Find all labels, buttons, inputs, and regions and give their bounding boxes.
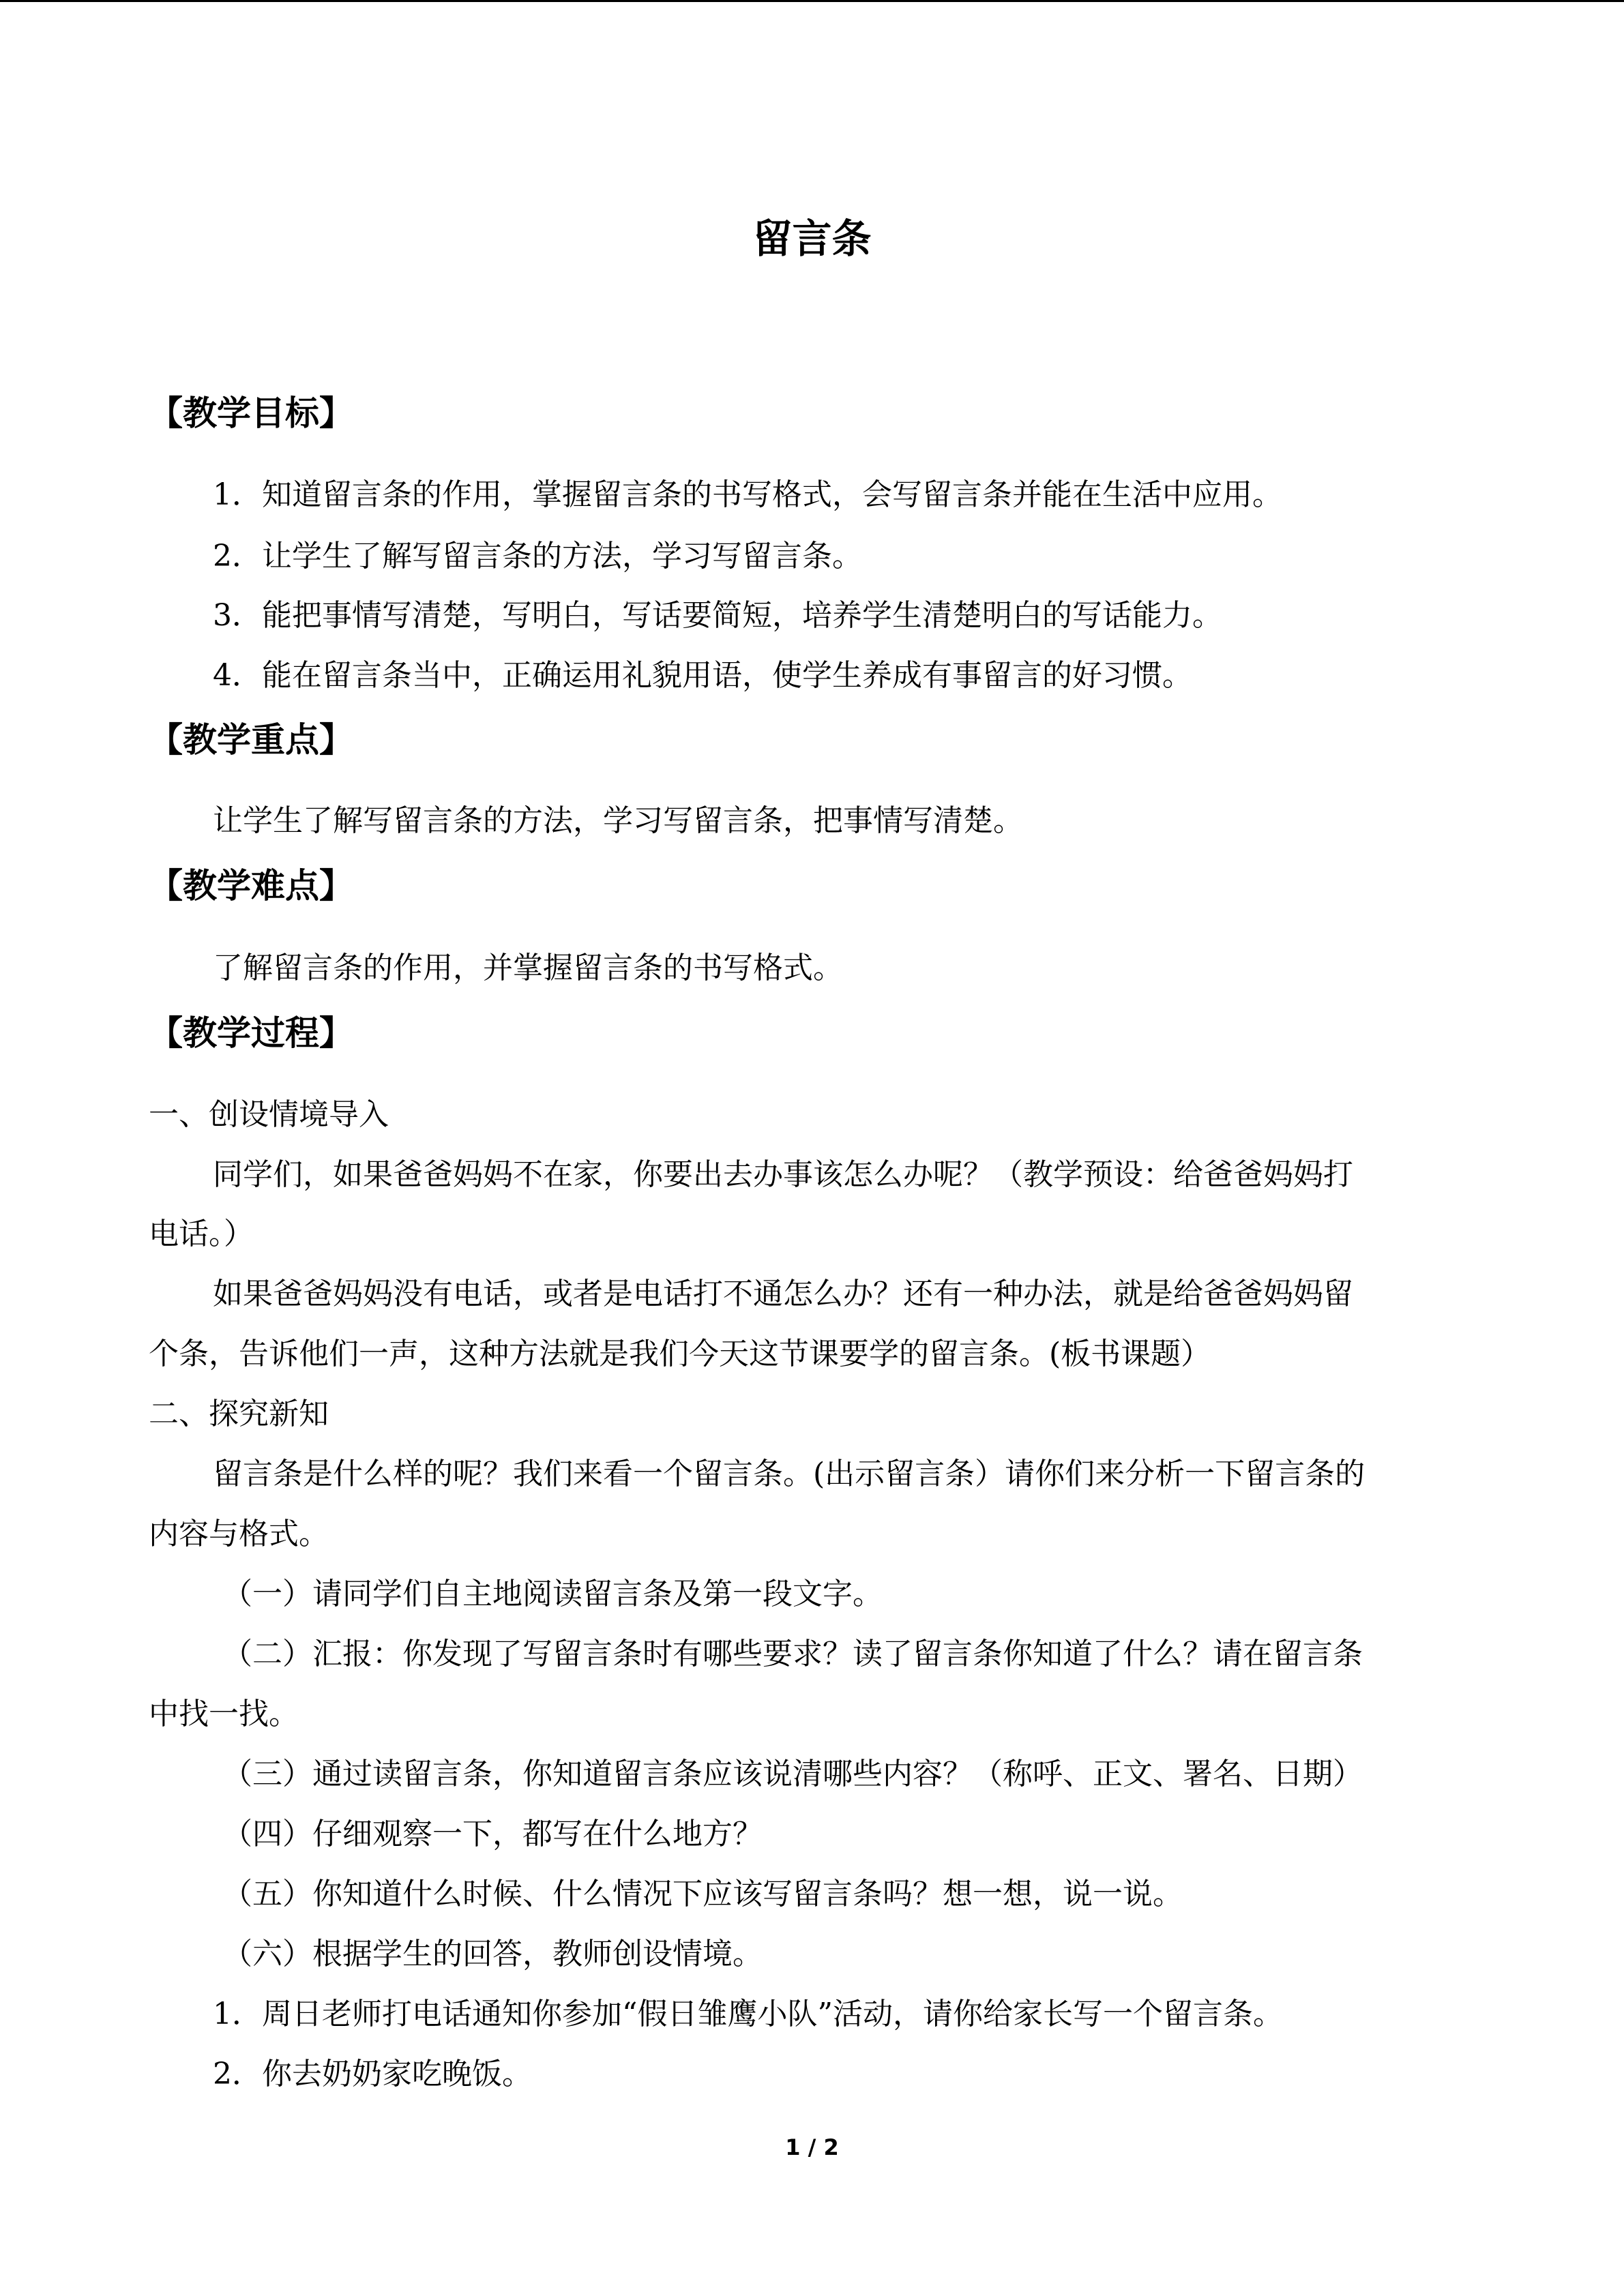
- process-part2-title: 二、探究新知: [149, 1397, 329, 1431]
- paragraph-line: 如果爸爸妈妈没有电话，或者是电话打不通怎么办？还有一种办法，就是给爸爸妈妈留: [213, 1277, 1353, 1311]
- paragraph-line: 电话。）: [149, 1217, 254, 1251]
- heading-process: 【教学过程】: [149, 1013, 353, 1053]
- objective-item: 1．知道留言条的作用，掌握留言条的书写格式，会写留言条并能在生活中应用。: [213, 477, 1282, 512]
- paragraph-line: 中找一找。: [149, 1697, 299, 1731]
- objective-item: 3．能把事情写清楚，写明白，写话要简短，培养学生清楚明白的写话能力。: [213, 598, 1222, 633]
- paragraph-line: 同学们，如果爸爸妈妈不在家，你要出去办事该怎么办呢？（教学预设：给爸爸妈妈打: [213, 1157, 1353, 1192]
- step-item: （六）根据学生的回答，教师创设情境。: [222, 1937, 763, 1971]
- process-part1-title: 一、创设情境导入: [149, 1097, 389, 1132]
- page-number: 1 / 2: [785, 2134, 839, 2160]
- heading-difficulties: 【教学难点】: [149, 866, 353, 906]
- paragraph-line: 内容与格式。: [149, 1517, 329, 1551]
- objective-item: 4．能在留言条当中，正确运用礼貌用语，使学生养成有事留言的好习惯。: [213, 658, 1192, 693]
- paragraph-line: 个条，告诉他们一声，这种方法就是我们今天这节课要学的留言条。(板书课题）: [149, 1337, 1211, 1371]
- step-item: （一）请同学们自主地阅读留言条及第一段文字。: [222, 1577, 883, 1611]
- step-item: （五）你知道什么时候、什么情况下应该写留言条吗？想一想，说一说。: [222, 1877, 1183, 1911]
- heading-objectives: 【教学目标】: [149, 393, 353, 433]
- page-title: 留言条: [752, 215, 872, 262]
- step-item: （三）通过读留言条，你知道留言条应该说清哪些内容？（称呼、正文、署名、日期）: [222, 1757, 1363, 1791]
- heading-key-points: 【教学重点】: [149, 720, 353, 760]
- objective-item: 2．让学生了解写留言条的方法，学习写留言条。: [213, 539, 862, 573]
- step-item: （四）仔细观察一下，都写在什么地方？: [222, 1817, 763, 1851]
- key-points-text: 让学生了解写留言条的方法，学习写留言条，把事情写清楚。: [213, 803, 1023, 838]
- difficulties-text: 了解留言条的作用，并掌握留言条的书写格式。: [213, 951, 843, 985]
- step-item: （二）汇报：你发现了写留言条时有哪些要求？读了留言条你知道了什么？请在留言条: [222, 1637, 1363, 1671]
- scenario-item: 1．周日老师打电话通知你参加“假日雏鹰小队”活动，请你给家长写一个留言条。: [213, 1997, 1283, 2031]
- scenario-item: 2．你去奶奶家吃晚饭。: [213, 2057, 532, 2091]
- top-border: [0, 0, 1624, 2]
- paragraph-line: 留言条是什么样的呢？我们来看一个留言条。(出示留言条）请你们来分析一下留言条的: [213, 1457, 1365, 1491]
